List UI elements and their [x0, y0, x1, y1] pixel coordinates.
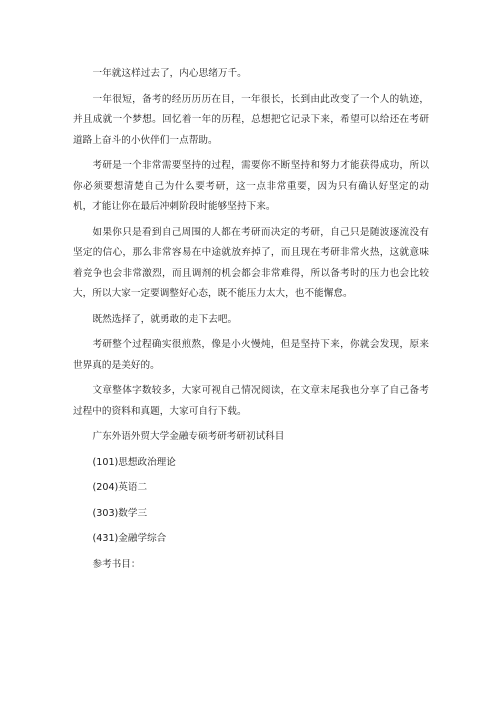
reference-books-heading: 参考书目：: [92, 558, 141, 570]
paragraph-intro: 一年就这样过去了，内心思绪万千。: [92, 68, 247, 79]
exam-subjects-title: 广东外语外贸大学金融专硕考研考研初试科目: [92, 431, 285, 442]
exam-subject-list: [73, 427, 429, 575]
subject-item-math: (303)数学三: [92, 507, 148, 519]
paragraph-persistence: 考研是一个非常需要坚持的过程，需要你不断坚持和努力才能获得成功，所以你必须要想清楚自己为什么要考研，这一点非常重要，因为只有确认好坚定的动机，才能让你在最后冲刺阶段时能够坚持下来。: [73, 160, 429, 212]
subject-item-politics: (101)思想政治理论: [92, 456, 176, 468]
paragraph-motivation: 如果你只是看到自己周围的人都在考研而决定的考研，自己只是随波逐流没有坚定的信心，那么非常容易在中途就放弃掉了，而且现在考研非常火热，这就意味着竞争也会非常激烈，而且调剂的机会都会非常难得，所以备考时的压力也会比较大，所以大家一定要调整好心态，既不能压力太大，也不能懈怠。: [73, 226, 429, 299]
subject-item-finance: (431)金融学综合: [92, 533, 167, 544]
paragraph-note: 文章整体字数较多，大家可视自己情况阅读，在文章末尾我也分享了自己备考过程中的资料和真题，大家可自行下载。: [73, 385, 429, 417]
paragraph-year-review: 一年很短，备考的经历历历在目，一年很长，长到由此改变了一个人的轨迹，并且成就一个梦想。回忆着一年的历程，总想把它记录下来，希望可以给还在考研道路上奋斗的小伙伴们一点帮助。: [73, 93, 429, 146]
subject-item-english: (204)英语二: [92, 482, 148, 493]
document-body: [73, 64, 429, 575]
paragraph-courage: 既然选择了，就勇敢的走下去吧。: [92, 313, 238, 325]
paragraph-process: 考研整个过程确实很煎熬，像是小火慢炖，但是坚持下来，你就会发现，原来世界真的是美好的。: [73, 339, 429, 371]
